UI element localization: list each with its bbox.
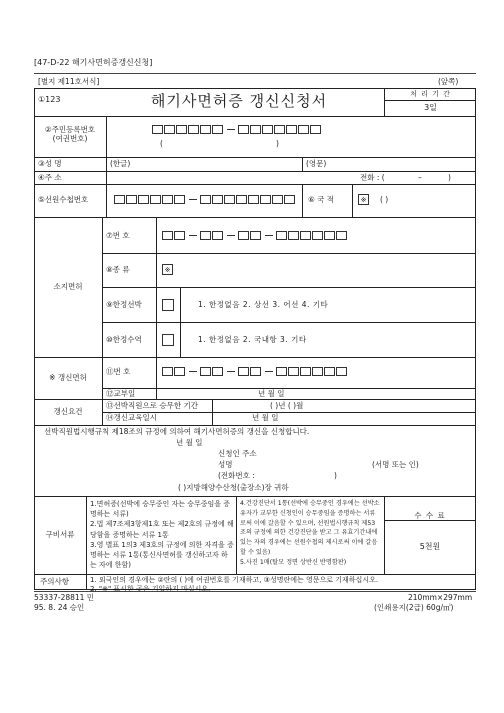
doc-code: [47-D-22 해기사면허증갱신신청] <box>34 58 153 67</box>
limit-route-options: 1. 한정없음 2. 국내항 3. 기타 <box>198 335 307 344</box>
documents-left <box>90 499 234 570</box>
divider <box>302 157 303 171</box>
limit-vessel-options: 1. 한정없음 2. 상선 3. 어선 4. 기타 <box>198 300 329 309</box>
divider <box>102 253 476 254</box>
divider <box>102 412 476 413</box>
rrn-label-text: ②주민등록번호 <box>44 125 96 134</box>
divider <box>86 496 87 590</box>
divider <box>106 184 107 217</box>
requirements-label: 갱신요건 <box>53 406 83 416</box>
processing-value: 3일 <box>424 103 437 113</box>
issue-date-label: ⑫교부일 <box>106 389 136 398</box>
phone-dash: – <box>418 173 422 182</box>
divider <box>34 116 476 117</box>
divider <box>352 184 353 217</box>
divider <box>102 388 476 389</box>
passport-close: ) <box>276 139 279 148</box>
name-english-field[interactable]: (영문) <box>306 159 327 168</box>
recipient: ( )지방해양수산청(출장소)장 귀하 <box>178 483 289 492</box>
footer-divider <box>34 591 476 592</box>
divider <box>106 116 107 157</box>
divider <box>34 171 476 172</box>
divider <box>236 496 237 574</box>
applicant-phone-close: ) <box>334 471 337 480</box>
seaman-book-label: ⑤선원수첩번호 <box>38 195 89 204</box>
divider <box>34 425 476 426</box>
receipt-number: ①123 <box>38 95 61 104</box>
phone-label: 전화 : ( <box>360 173 385 182</box>
form-title: 해기사면허증 갱신신청서 <box>150 92 328 111</box>
divider <box>106 171 107 184</box>
license-type-label: ⑧종 류 <box>106 265 130 274</box>
divider <box>156 357 157 399</box>
sea-service-label: ⑬선박직원으로 승무한 기간 <box>106 401 198 410</box>
applicant-name[interactable]: 성명 <box>218 460 233 469</box>
issue-date-field[interactable]: 년 월 일 <box>258 389 285 398</box>
rrn-sub-text: (여권번호) <box>52 133 88 143</box>
renewal-number-label: ⑪번 호 <box>106 367 131 376</box>
license-type-mark: ※ <box>162 264 173 275</box>
header-divider <box>34 73 476 74</box>
processing-box <box>384 88 476 116</box>
footer-paper: (인쇄용지(2급) 60g/㎡) <box>374 603 454 612</box>
renewal-number-input[interactable] <box>162 367 348 376</box>
divider <box>102 217 103 425</box>
applicant-address[interactable]: 신청인 주소 <box>218 449 257 458</box>
rrn-label <box>34 126 106 143</box>
notes-label: 주의사항 <box>40 577 69 586</box>
documents-right <box>240 499 380 568</box>
footer-approval: 95. 8. 24 승인 <box>34 603 85 612</box>
divider <box>102 322 476 323</box>
divider <box>34 157 476 158</box>
applicant-sign: (서명 또는 인) <box>372 460 419 469</box>
license-number-label: ⑦번 호 <box>106 231 130 240</box>
sea-service-field[interactable]: ( )년 ( )월 <box>270 401 304 410</box>
document-item: 3.영 별표 1의3 제3호의 규정에 의한 자격을 증명하는 서류 1통(통신사면허를 갱신하고자 하는 자에 한함) <box>90 540 234 570</box>
limit-vessel-label: ⑨한정선박 <box>106 300 142 309</box>
limit-route-checkbox[interactable] <box>162 334 174 346</box>
declaration-text: 선박직원법시행규칙 제18조의 규정에 의하여 해기사면허증의 갱신을 신청합니다. <box>44 427 310 436</box>
license-held-label: 소지면허 <box>53 281 83 291</box>
documents-label: 구비서류 <box>45 529 75 539</box>
divider <box>106 157 107 171</box>
training-date-field[interactable]: 년 월 일 <box>252 413 279 422</box>
divider <box>34 184 476 185</box>
document-item: 5.사진 1매(탈모 정면 상반신 반명함판) <box>240 558 347 566</box>
divider <box>302 184 303 217</box>
phone-close: ) <box>448 173 451 182</box>
name-korean-field[interactable]: (한글) <box>110 159 131 168</box>
divider <box>102 287 476 288</box>
processing-label: 처 리 기 간 <box>385 88 476 101</box>
nationality-field[interactable]: ( ) <box>380 195 389 204</box>
seaman-book-input[interactable] <box>114 195 296 204</box>
renewal-label: ※ 갱신면허 <box>49 372 87 382</box>
form-number: [별지 제11호서식] <box>38 77 100 86</box>
nationality-label: ⑥ 국 적 <box>308 195 334 204</box>
passport-open: ( <box>160 139 163 148</box>
training-date-label: ⑭갱신교육일시 <box>106 413 157 422</box>
limit-route-label: ⑩한정수역 <box>106 335 142 344</box>
address-label: ④주 소 <box>38 173 62 182</box>
document-item: 4.건강진단서 1통(선박에 승무중인 경우에는 선박소유자가 교부한 신청인이 승무중임을 증명하는 서류로써 이에 갈음할 수 있으며, 선원법시행규칙 제53조의 규정에 의한 건강진단을 받고 그 유효기간내에 있는 자의 경우에는 선원수첩의 제시로써 이에 갈음할 수 있음) <box>240 500 380 556</box>
footer-code: 53337-28811 민 <box>34 593 95 602</box>
fee-value: 5천원 <box>419 542 441 552</box>
document-item: 1.면허증(선박에 승무중인 자는 승무중임을 증명하는 서류) <box>90 500 231 519</box>
rrn-input[interactable] <box>152 125 322 134</box>
page-side: (앞쪽) <box>438 77 459 86</box>
limit-vessel-checkbox[interactable] <box>162 299 174 311</box>
license-number-input[interactable] <box>162 231 348 240</box>
note-item: 1. 외국인의 경우에는 ②란의 ( )에 여권번호를 기재하고, ③성명란에는 영문으로 기재하십시오. <box>90 576 379 584</box>
declaration-date[interactable]: 년 월 일 <box>176 438 203 447</box>
applicant-phone[interactable]: (전화번호 : <box>218 471 255 480</box>
note-item: 2. "※" 표시한 곳은 기입하지 마십시오. <box>90 585 211 593</box>
nationality-mark: ※ <box>358 194 369 205</box>
name-label: ③성 명 <box>38 159 62 168</box>
fee-label: 수 수 료 <box>414 510 446 520</box>
divider <box>34 574 476 575</box>
footer-size: 210mm×297mm <box>408 593 473 602</box>
document-item: 2.법 제7조제3항제1호 또는 제2호의 규정에 해당함을 증명하는 서류 1통 <box>90 520 234 539</box>
